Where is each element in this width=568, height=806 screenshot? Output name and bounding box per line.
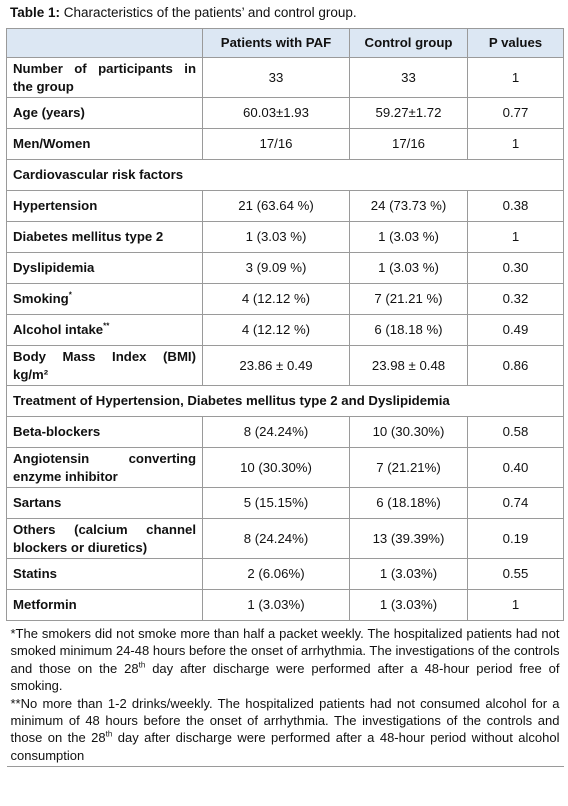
control-value: 10 (30.30%) <box>350 417 468 448</box>
table-caption <box>10 4 563 22</box>
header-cell-control: Control group <box>350 29 468 58</box>
p-value: 0.32 <box>468 284 564 315</box>
row-label: Dyslipidemia <box>7 253 203 284</box>
table-row <box>7 98 564 129</box>
table-row <box>7 488 564 519</box>
table-row <box>7 253 564 284</box>
patients-value: 1 (3.03 %) <box>203 222 350 253</box>
characteristics-table <box>6 28 564 767</box>
table-row <box>7 448 564 488</box>
row-label: Diabetes mellitus type 2 <box>7 222 203 253</box>
row-label: Angiotensin converting enzyme inhibitor <box>7 448 203 488</box>
control-value: 7 (21.21 %) <box>350 284 468 315</box>
patients-value: 1 (3.03%) <box>203 590 350 621</box>
patients-value: 17/16 <box>203 129 350 160</box>
control-value: 1 (3.03 %) <box>350 222 468 253</box>
p-value: 0.40 <box>468 448 564 488</box>
table-row <box>7 222 564 253</box>
control-value: 59.27±1.72 <box>350 98 468 129</box>
footnote-alcohol: **No more than 1-2 drinks/weekly. The hospitalized patients had not consumed alcohol for a minimum of 48 hours before the onset of arrhythmia. The investigations of the controls and those on the 28th day after discharge were performed after a 48-hour period without alcohol consumption <box>10 695 560 763</box>
table-body <box>7 58 564 621</box>
table-row <box>7 559 564 590</box>
footnote-smoking: *The smokers did not smoke more than half a packet weekly. The hospitalized patients had not smoked minimum 24-48 hours before the onset of arrhythmia. The investigations of the controls and those on the 28th day after discharge were performed after a 48-hour period free of smoking. <box>10 626 560 694</box>
footnote-marker: * <box>68 290 72 300</box>
patients-value: 4 (12.12 %) <box>203 315 350 346</box>
row-label: Hypertension <box>7 191 203 222</box>
p-value: 0.19 <box>468 519 564 559</box>
p-value: 1 <box>468 58 564 98</box>
patients-value: 21 (63.64 %) <box>203 191 350 222</box>
row-label: Sartans <box>7 488 203 519</box>
footnote-marker: ** <box>103 321 110 331</box>
section-label: Treatment of Hypertension, Diabetes mellitus type 2 and Dyslipidemia <box>7 386 564 417</box>
p-value: 0.58 <box>468 417 564 448</box>
table-row <box>7 346 564 386</box>
section-label: Cardiovascular risk factors <box>7 160 564 191</box>
caption-label: Table 1: <box>10 5 61 20</box>
table-row <box>7 58 564 98</box>
header-cell-patients: Patients with PAF <box>203 29 350 58</box>
control-value: 17/16 <box>350 129 468 160</box>
p-value: 0.74 <box>468 488 564 519</box>
patients-value: 3 (9.09 %) <box>203 253 350 284</box>
table-row <box>7 191 564 222</box>
p-value: 0.49 <box>468 315 564 346</box>
table-row <box>7 590 564 621</box>
row-label: Alcohol intake** <box>7 315 203 346</box>
footnote-row <box>7 621 564 768</box>
patients-value: 60.03±1.93 <box>203 98 350 129</box>
control-value: 33 <box>350 58 468 98</box>
row-label: Others (calcium channel blockers or diuretics) <box>7 519 203 559</box>
patients-value: 23.86 ± 0.49 <box>203 346 350 386</box>
section-header-row <box>7 386 564 417</box>
p-value: 1 <box>468 222 564 253</box>
control-value: 13 (39.39%) <box>350 519 468 559</box>
control-value: 1 (3.03 %) <box>350 253 468 284</box>
table-row <box>7 129 564 160</box>
row-label: Metformin <box>7 590 203 621</box>
table-row <box>7 284 564 315</box>
control-value: 6 (18.18 %) <box>350 315 468 346</box>
row-label: Number of participants in the group <box>7 58 203 98</box>
patients-value: 33 <box>203 58 350 98</box>
header-cell-blank <box>7 29 203 58</box>
p-value: 1 <box>468 590 564 621</box>
row-label: Statins <box>7 559 203 590</box>
section-header-row <box>7 160 564 191</box>
patients-value: 10 (30.30%) <box>203 448 350 488</box>
patients-value: 5 (15.15%) <box>203 488 350 519</box>
p-value: 1 <box>468 129 564 160</box>
control-value: 23.98 ± 0.48 <box>350 346 468 386</box>
control-value: 1 (3.03%) <box>350 559 468 590</box>
header-row <box>7 29 564 58</box>
row-label: Smoking* <box>7 284 203 315</box>
table-row <box>7 315 564 346</box>
row-label: Age (years) <box>7 98 203 129</box>
control-value: 7 (21.21%) <box>350 448 468 488</box>
row-label: Body Mass Index (BMI) kg/m² <box>7 346 203 386</box>
patients-value: 8 (24.24%) <box>203 519 350 559</box>
table-row <box>7 519 564 559</box>
p-value: 0.55 <box>468 559 564 590</box>
patients-value: 8 (24.24%) <box>203 417 350 448</box>
table-row <box>7 417 564 448</box>
table-footnotes <box>7 621 564 767</box>
row-label: Beta-blockers <box>7 417 203 448</box>
caption-text: Characteristics of the patients’ and control group. <box>63 5 357 20</box>
control-value: 24 (73.73 %) <box>350 191 468 222</box>
p-value: 0.77 <box>468 98 564 129</box>
control-value: 6 (18.18%) <box>350 488 468 519</box>
header-cell-pvalues: P values <box>468 29 564 58</box>
control-value: 1 (3.03%) <box>350 590 468 621</box>
row-label: Men/Women <box>7 129 203 160</box>
p-value: 0.38 <box>468 191 564 222</box>
patients-value: 4 (12.12 %) <box>203 284 350 315</box>
patients-value: 2 (6.06%) <box>203 559 350 590</box>
p-value: 0.86 <box>468 346 564 386</box>
p-value: 0.30 <box>468 253 564 284</box>
